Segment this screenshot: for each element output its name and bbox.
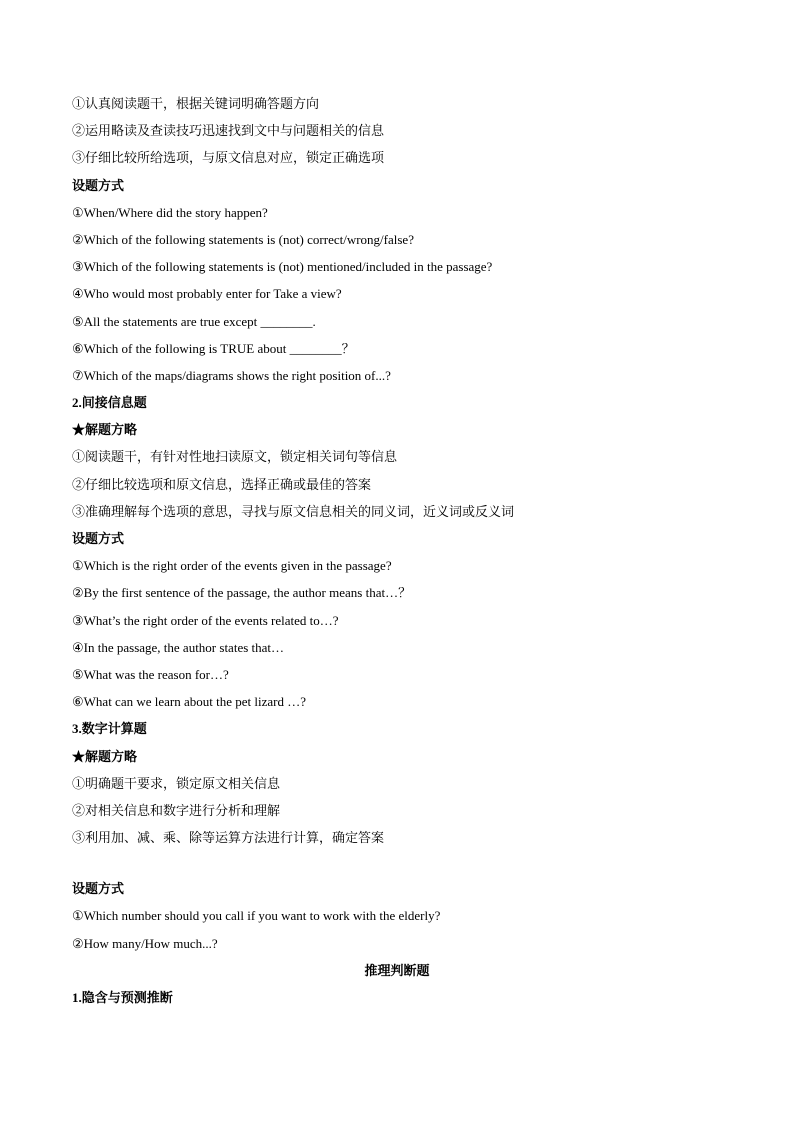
strategy-item: ③利用加、减、乘、除等运算方法进行计算，确定答案 bbox=[72, 830, 385, 846]
question-item: ②Which of the following statements is (not) correct/wrong/false? bbox=[72, 231, 414, 247]
section-subheading: 设题方式 bbox=[72, 531, 125, 546]
section-heading: 3.数字计算题 bbox=[72, 721, 147, 737]
question-item: ①Which is the right order of the events given in the passage? bbox=[72, 558, 392, 574]
strategy-item: ③仔细比较所给选项，与原文信息对应，锁定正确选项 bbox=[72, 150, 385, 166]
question-item: ③Which of the following statements is (not) mentioned/included in the passage? bbox=[72, 259, 493, 275]
strategy-item: ③准确理解每个选项的意思，寻找与原文信息相关的同义词，近义词或反义词 bbox=[72, 503, 515, 519]
question-item: ③What’s the right order of the events related to…? bbox=[72, 612, 339, 628]
strategy-item: ②对相关信息和数字进行分析和理解 bbox=[72, 802, 281, 818]
question-item: ④Who would most probably enter for Take a view? bbox=[72, 286, 342, 302]
spacer bbox=[72, 851, 722, 875]
section-subheading: ★解题方略 bbox=[72, 422, 138, 438]
document-body bbox=[72, 90, 722, 1011]
chapter-title: 推理判断题 bbox=[364, 962, 430, 978]
strategy-item: ②运用略读及查读技巧迅速找到文中与问题相关的信息 bbox=[72, 123, 385, 139]
section-heading: 2.间接信息题 bbox=[72, 395, 147, 411]
question-item: ①When/Where did the story happen? bbox=[72, 204, 268, 220]
question-item: ⑥Which of the following is TRUE about ________？ bbox=[72, 340, 355, 356]
section-heading: 1.隐含与预测推断 bbox=[72, 990, 173, 1005]
strategy-item: ①认真阅读题干，根据关键词明确答题方向 bbox=[72, 96, 320, 111]
question-item: ②How many/How much...? bbox=[72, 935, 218, 951]
question-item: ②By the first sentence of the passage, the author means that…？ bbox=[72, 585, 412, 601]
strategy-item: ①阅读题干，有针对性地扫读原文，锁定相关词句等信息 bbox=[72, 449, 398, 465]
section-subheading: ★解题方略 bbox=[72, 748, 138, 764]
question-item: ⑥What can we learn about the pet lizard …? bbox=[72, 694, 306, 710]
question-item: ①Which number should you call if you want to work with the elderly? bbox=[72, 908, 441, 924]
strategy-item: ②仔细比较选项和原文信息，选择正确或最佳的答案 bbox=[72, 476, 372, 492]
question-item: ⑤What was the reason for…? bbox=[72, 666, 229, 682]
question-item: ⑦Which of the maps/diagrams shows the right position of...? bbox=[72, 367, 391, 383]
question-item: ⑤All the statements are true except ________. bbox=[72, 313, 316, 329]
section-subheading: 设题方式 bbox=[72, 881, 125, 897]
strategy-item: ①明确题干要求，锁定原文相关信息 bbox=[72, 775, 281, 791]
section-subheading: 设题方式 bbox=[72, 177, 125, 193]
question-item: ④In the passage, the author states that… bbox=[72, 639, 285, 655]
